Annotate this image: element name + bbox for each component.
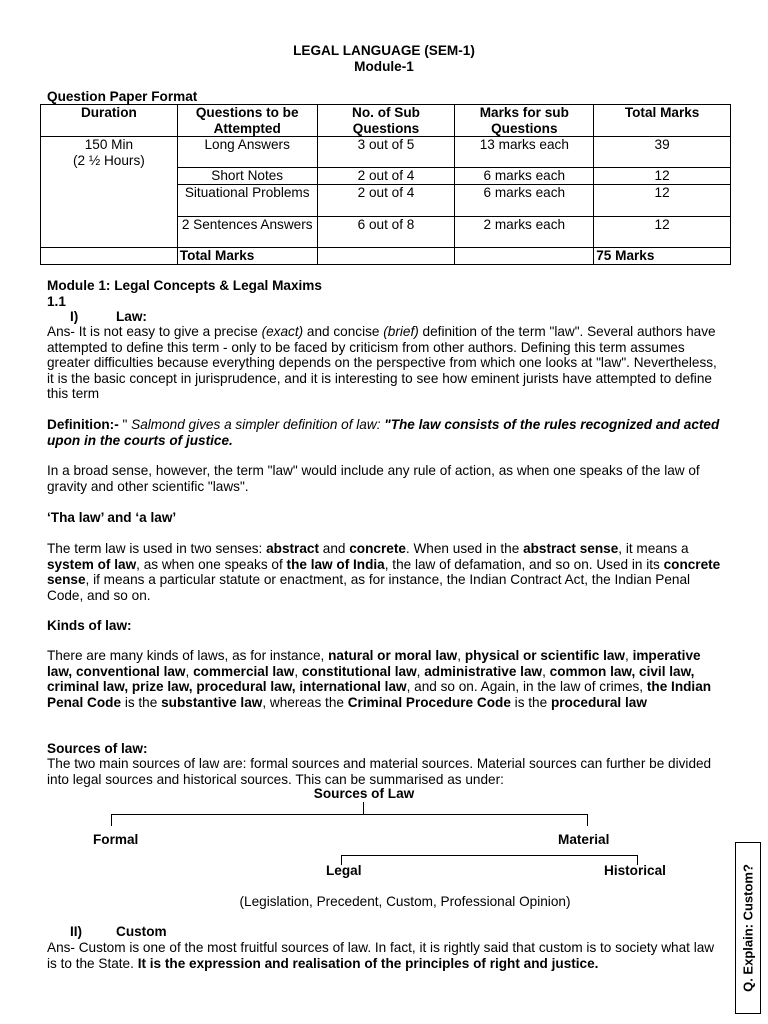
row-total: 12 [594, 185, 731, 216]
duration-cell [41, 137, 178, 248]
question-paper-table [40, 104, 731, 265]
row-total: 12 [594, 216, 731, 247]
document-subtitle: Module-1 [354, 59, 414, 74]
tree-material-stem [587, 814, 588, 826]
custom-label: II) [70, 924, 83, 939]
custom-title: Custom [116, 924, 167, 939]
col-header-sub-questions: No. of Sub Questions [317, 105, 455, 137]
row-type: Long Answers [177, 137, 317, 168]
sources-paragraph: The two main sources of law are: formal sources and material sources. Material sources can further be divided into legal sources and historical sources. This can be summarised as under: [47, 756, 712, 787]
table-header-row [41, 105, 731, 137]
row-total: 39 [594, 137, 731, 168]
tree-branch-line [111, 814, 588, 815]
sources-heading: Sources of law: [47, 741, 148, 756]
row-sub: 2 out of 4 [317, 168, 455, 185]
kinds-paragraph: There are many kinds of laws, as for instance, natural or moral law, physical or scientific law, imperative law, conventional law, commercial law, constitutional law, administrative law, common law, civil law, criminal law, prize law, procedural law, international law, and so on. Again, in the law of crimes, the Indian Penal Code is the substantive law, whereas the Criminal Procedure Code is the procedural law [47, 648, 712, 710]
col-header-duration: Duration [41, 105, 178, 137]
custom-paragraph: Ans- Custom is one of the most fruitful sources of law. In fact, it is rightly said that custom is to society what law is to the State. It is the expression and realisation of the principles of right and justice. [47, 940, 715, 971]
kinds-heading: Kinds of law: [47, 618, 132, 633]
row-marks: 2 marks each [455, 216, 594, 247]
table-total-row [41, 248, 731, 265]
row-total: 12 [594, 168, 731, 185]
tree-material: Material [558, 832, 610, 847]
tha-law-heading: ‘Tha law’ and ‘a law’ [47, 510, 177, 525]
tree-sub-branch-line [341, 855, 638, 856]
row-type: Short Notes [177, 168, 317, 185]
table-row [41, 137, 731, 168]
tree-root-stem [363, 802, 364, 814]
law-title: Law: [116, 309, 147, 324]
side-note-box [735, 842, 761, 1014]
two-senses-paragraph: The term law is used in two senses: abstract and concrete. When used in the abstract sense, it means a system of law, as when one speaks of the law of India, the law of defamation, and so on. Used in its concrete sense, if means a particular statute or enactment, as for instance, the Indian Contract Act, the Indian Penal Code, and so on. [47, 541, 721, 603]
tree-examples: (Legislation, Precedent, Custom, Professional Opinion) [239, 894, 571, 909]
row-sub: 6 out of 8 [317, 216, 455, 247]
row-marks: 6 marks each [455, 185, 594, 216]
definition-paragraph: Definition:- " Salmond gives a simpler definition of law: "The law consists of the rules recognized and acted upon in the courts of justice. [47, 417, 720, 448]
total-label: Total Marks [177, 248, 317, 265]
tree-legal: Legal [326, 863, 362, 878]
question-paper-heading: Question Paper Format [47, 89, 198, 104]
side-note-text: Q. Explain: Custom? [740, 864, 756, 992]
total-value: 75 Marks [594, 248, 731, 265]
row-type: 2 Sentences Answers [177, 216, 317, 247]
tree-formal-stem [111, 814, 112, 826]
module-heading: Module 1: Legal Concepts & Legal Maxims [47, 278, 322, 293]
row-sub: 3 out of 5 [317, 137, 455, 168]
row-sub: 2 out of 4 [317, 185, 455, 216]
law-answer-paragraph: Ans- It is not easy to give a precise (exact) and concise (brief) definition of the term "law". Several authors have attempted to define this term - only to be faced by criticism from other authors. Defining this term assumes greater difficulties because everything depends on the perspective from which one looks at "law". Nevertheless, it is the basic concept in jurisprudence, and it is interesting to see how eminent jurists have attempted to define this term [47, 324, 717, 401]
broad-sense-paragraph: In a broad sense, however, the term "law" would include any rule of action, as when one speaks of the law of gravity and other scientific "laws". [47, 463, 700, 494]
section-number: 1.1 [47, 294, 66, 309]
tree-historical: Historical [604, 863, 666, 878]
duration-minutes: 150 Min [84, 137, 134, 152]
col-header-total-marks: Total Marks [594, 105, 731, 137]
row-marks: 13 marks each [455, 137, 594, 168]
tree-formal: Formal [93, 832, 139, 847]
row-marks: 6 marks each [455, 168, 594, 185]
col-header-marks-sub: Marks for sub Questions [455, 105, 594, 137]
duration-hours: (2 ½ Hours) [73, 152, 145, 168]
row-type: Situational Problems [177, 185, 317, 216]
law-label: I) [70, 309, 79, 324]
col-header-questions: Questions to be Attempted [177, 105, 317, 137]
document-title: LEGAL LANGUAGE (SEM-1) [293, 43, 475, 58]
tree-root: Sources of Law [313, 786, 415, 801]
